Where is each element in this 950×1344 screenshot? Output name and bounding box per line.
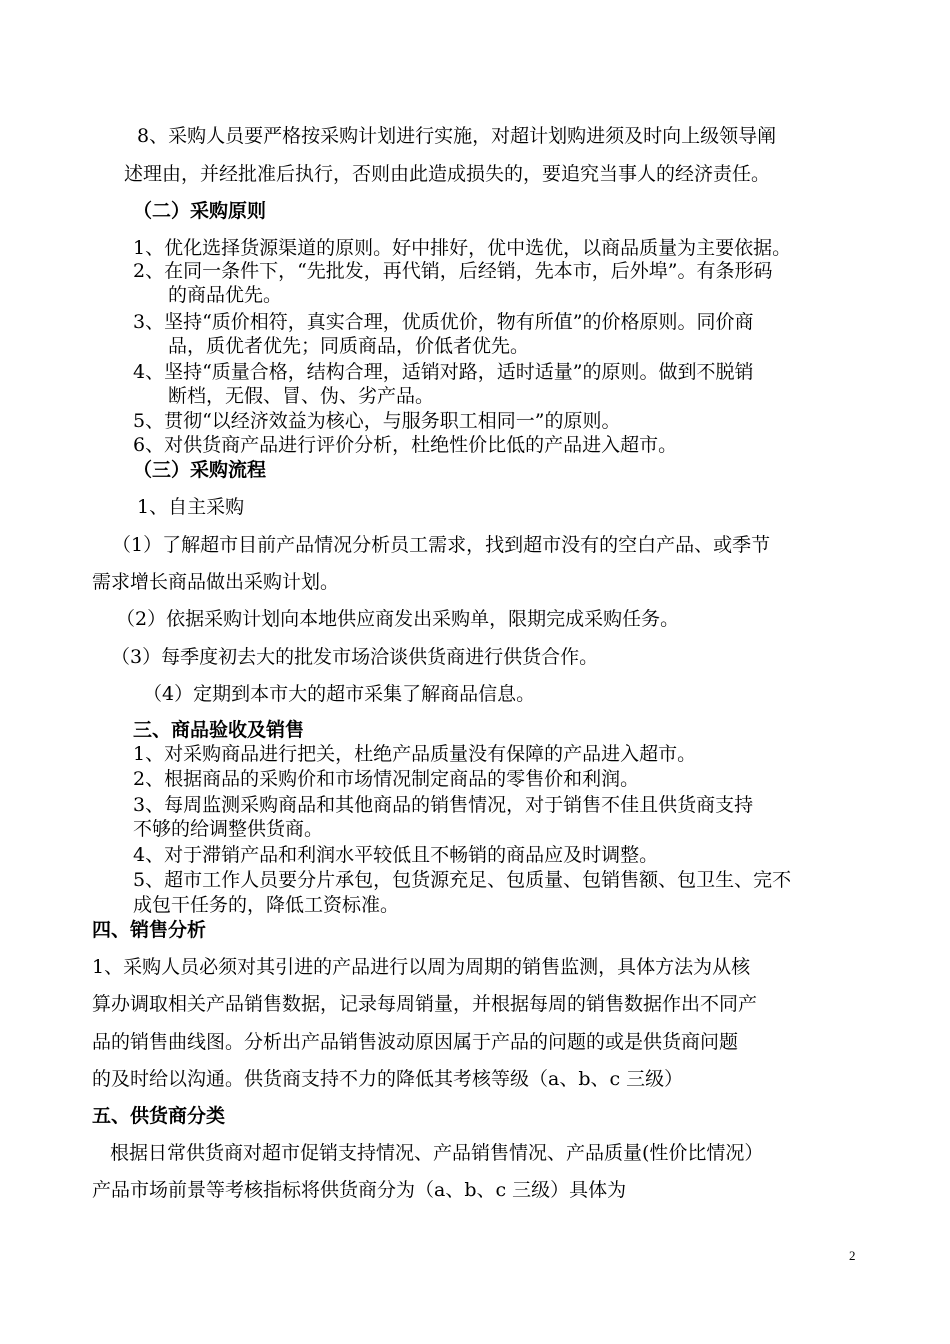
text-line: 品，质优者优先；同质商品，价低者优先。 [168, 335, 530, 357]
section-heading: 三、商品验收及销售 [133, 719, 305, 741]
text-line: 3、坚持“质价相符，真实合理，优质优价，物有所值”的价格原则。同价商 [133, 311, 754, 333]
text-line: 不够的给调整供货商。 [133, 818, 324, 840]
text-line: 1、优化选择货源渠道的原则。好中排好，优中选优，以商品质量为主要依据。 [133, 237, 792, 259]
text-line: 4、坚持“质量合格，结构合理，适销对路，适时适量”的原则。做到不脱销 [133, 361, 754, 383]
text-line: 需求增长商品做出采购计划。 [92, 571, 340, 593]
text-line: （4）定期到本市大的超市采集了解商品信息。 [143, 683, 536, 705]
section-heading: 五、供货商分类 [92, 1105, 226, 1127]
text-line: 的及时给以沟通。供货商支持不力的降低其考核等级（a、b、c 三级） [92, 1068, 684, 1090]
text-line: 根据日常供货商对超市促销支持情况、产品销售情况、产品质量(性价比情况） [110, 1142, 764, 1164]
text-line: 8、采购人员要严格按采购计划进行实施，对超计划购进须及时向上级领导阐 [137, 125, 777, 147]
text-line: 1、自主采购 [137, 496, 245, 518]
page-number: 2 [849, 1248, 856, 1263]
text-line: 3、每周监测采购商品和其他商品的销售情况，对于销售不佳且供货商支持 [133, 794, 754, 816]
text-line: 2、根据商品的采购价和市场情况制定商品的零售价和利润。 [133, 768, 640, 790]
text-line: 品的销售曲线图。分析出产品销售波动原因属于产品的问题的或是供货商问题 [92, 1031, 739, 1053]
text-line: 5、超市工作人员要分片承包，包货源充足、包质量、包销售额、包卫生、完不 [133, 869, 792, 891]
text-line: 6、对供货商产品进行评价分析，杜绝性价比低的产品进入超市。 [133, 434, 678, 456]
text-line: 4、对于滞销产品和利润水平较低且不畅销的商品应及时调整。 [133, 844, 659, 866]
text-line: 产品市场前景等考核指标将供货商分为（a、b、c 三级）具体为 [92, 1179, 627, 1201]
text-line: 成包干任务的，降低工资标准。 [133, 894, 400, 916]
text-line: 算办调取相关产品销售数据，记录每周销量，并根据每周的销售数据作出不同产 [92, 993, 758, 1015]
section-heading: （二）采购原则 [133, 200, 267, 222]
text-line: 的商品优先。 [168, 284, 283, 306]
text-line: （2）依据采购计划向本地供应商发出采购单，限期完成采购任务。 [116, 608, 680, 630]
text-line: 1、采购人员必须对其引进的产品进行以周为周期的销售监测，具体方法为从核 [92, 956, 751, 978]
text-line: （3）每季度初去大的批发市场洽谈供货商进行供货合作。 [111, 646, 599, 668]
text-line: 断档，无假、冒、伪、劣产品。 [168, 385, 435, 407]
section-heading: 四、销售分析 [92, 919, 207, 941]
text-line: 1、对采购商品进行把关，杜绝产品质量没有保障的产品进入超市。 [133, 743, 697, 765]
section-heading: （三）采购流程 [133, 459, 267, 481]
text-line: 2、在同一条件下，“先批发，再代销，后经销，先本市，后外埠”。有条形码 [133, 260, 773, 282]
text-line: 5、贯彻“以经济效益为核心，与服务职工相同一”的原则。 [133, 410, 621, 432]
text-line: 述理由，并经批准后执行，否则由此造成损失的，要追究当事人的经济责任。 [124, 163, 771, 185]
text-line: （1）了解超市目前产品情况分析员工需求，找到超市没有的空白产品、或季节 [112, 534, 771, 556]
